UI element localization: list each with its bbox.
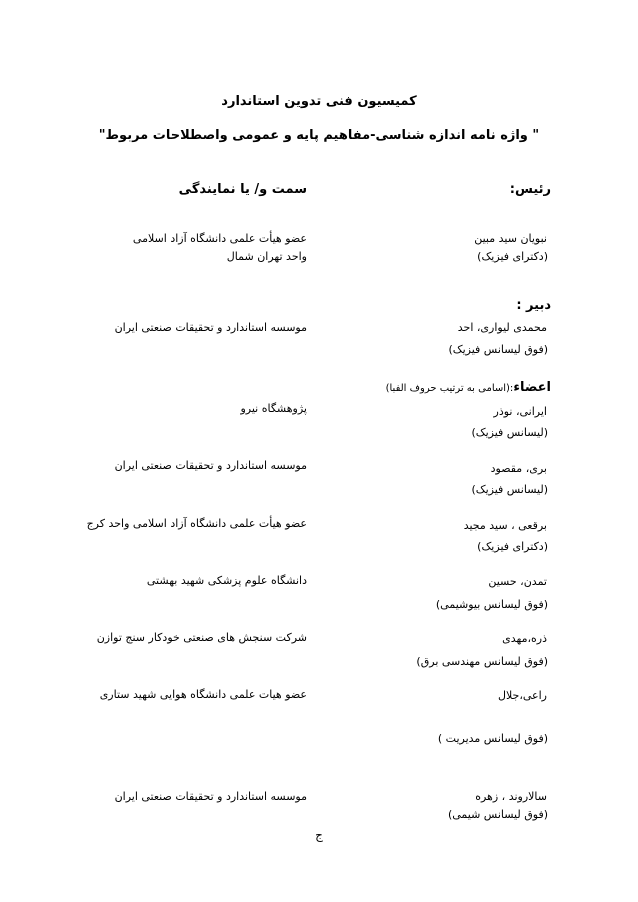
- position-heading: سمت و/ یا نمایندگی: [178, 182, 307, 197]
- page-number: ج: [315, 828, 323, 842]
- chair-degree: (دکترای فیزیک): [477, 250, 548, 263]
- members-heading: [386, 380, 551, 395]
- members-heading-label: اعضاء: [513, 380, 551, 395]
- member-name: تمدن، حسین: [488, 575, 547, 588]
- document-subtitle: " واژه نامه اندازه شناسی-مفاهیم پایه و عمومی واصطلاحات مربوط": [98, 128, 540, 143]
- member-degree: (فوق لیسانس بیوشیمی): [435, 598, 548, 611]
- secretary-org: موسسه استاندارد و تحقیقات صنعتی ایران: [114, 321, 307, 334]
- member-name: بری، مقصود: [490, 462, 547, 475]
- member-degree: (دکترای فیزیک): [477, 540, 548, 553]
- member-degree: (لیسانس فیزیک): [471, 483, 548, 496]
- chair-name: نبویان سید مبین: [474, 232, 547, 245]
- member-org: شرکت سنجش های صنعتی خودکار سنج توازن: [96, 631, 307, 644]
- member-org: عضو هیات علمی دانشگاه هوایی شهید ستاری: [99, 688, 307, 701]
- member-name: ذره،مهدی: [502, 632, 547, 645]
- member-name: ایرانی، نوذر: [493, 405, 547, 418]
- member-degree: (لیسانس فیزیک): [471, 426, 548, 439]
- member-name: سالاروند ، زهره: [475, 790, 547, 803]
- member-degree: (فوق لیسانس شیمی): [447, 808, 548, 821]
- member-degree: (فوق لیسانس مهندسی برق): [416, 655, 548, 668]
- member-org: دانشگاه علوم پزشکی شهید بهشتی: [146, 574, 307, 587]
- member-org: موسسه استاندارد و تحقیقات صنعتی ایران: [114, 790, 307, 803]
- members-heading-note: :(اسامی به ترتیب حروف الفبا): [385, 383, 514, 394]
- page-title: کمیسیون فنی تدوین استاندارد: [221, 94, 417, 109]
- secretary-name: محمدی لیواری، احد: [457, 321, 547, 334]
- member-degree: (فوق لیسانس مدیریت ): [437, 732, 548, 745]
- secretary-heading: دبیر :: [516, 298, 551, 313]
- chair-org-line2: واحد تهران شمال: [226, 250, 307, 263]
- member-org: عضو هیأت علمی دانشگاه آزاد اسلامی واحد کرج: [86, 517, 307, 530]
- member-org: موسسه استاندارد و تحقیقات صنعتی ایران: [114, 459, 307, 472]
- chair-heading: رئیس:: [509, 182, 551, 197]
- secretary-degree: (فوق لیسانس فیزیک): [448, 343, 548, 356]
- member-org: پژوهشگاه نیرو: [240, 402, 307, 415]
- chair-org-line1: عضو هیأت علمی دانشگاه آزاد اسلامی: [132, 232, 307, 245]
- member-name: برقعی ، سید مجید: [463, 519, 547, 532]
- member-name: راعی،جلال: [497, 689, 547, 702]
